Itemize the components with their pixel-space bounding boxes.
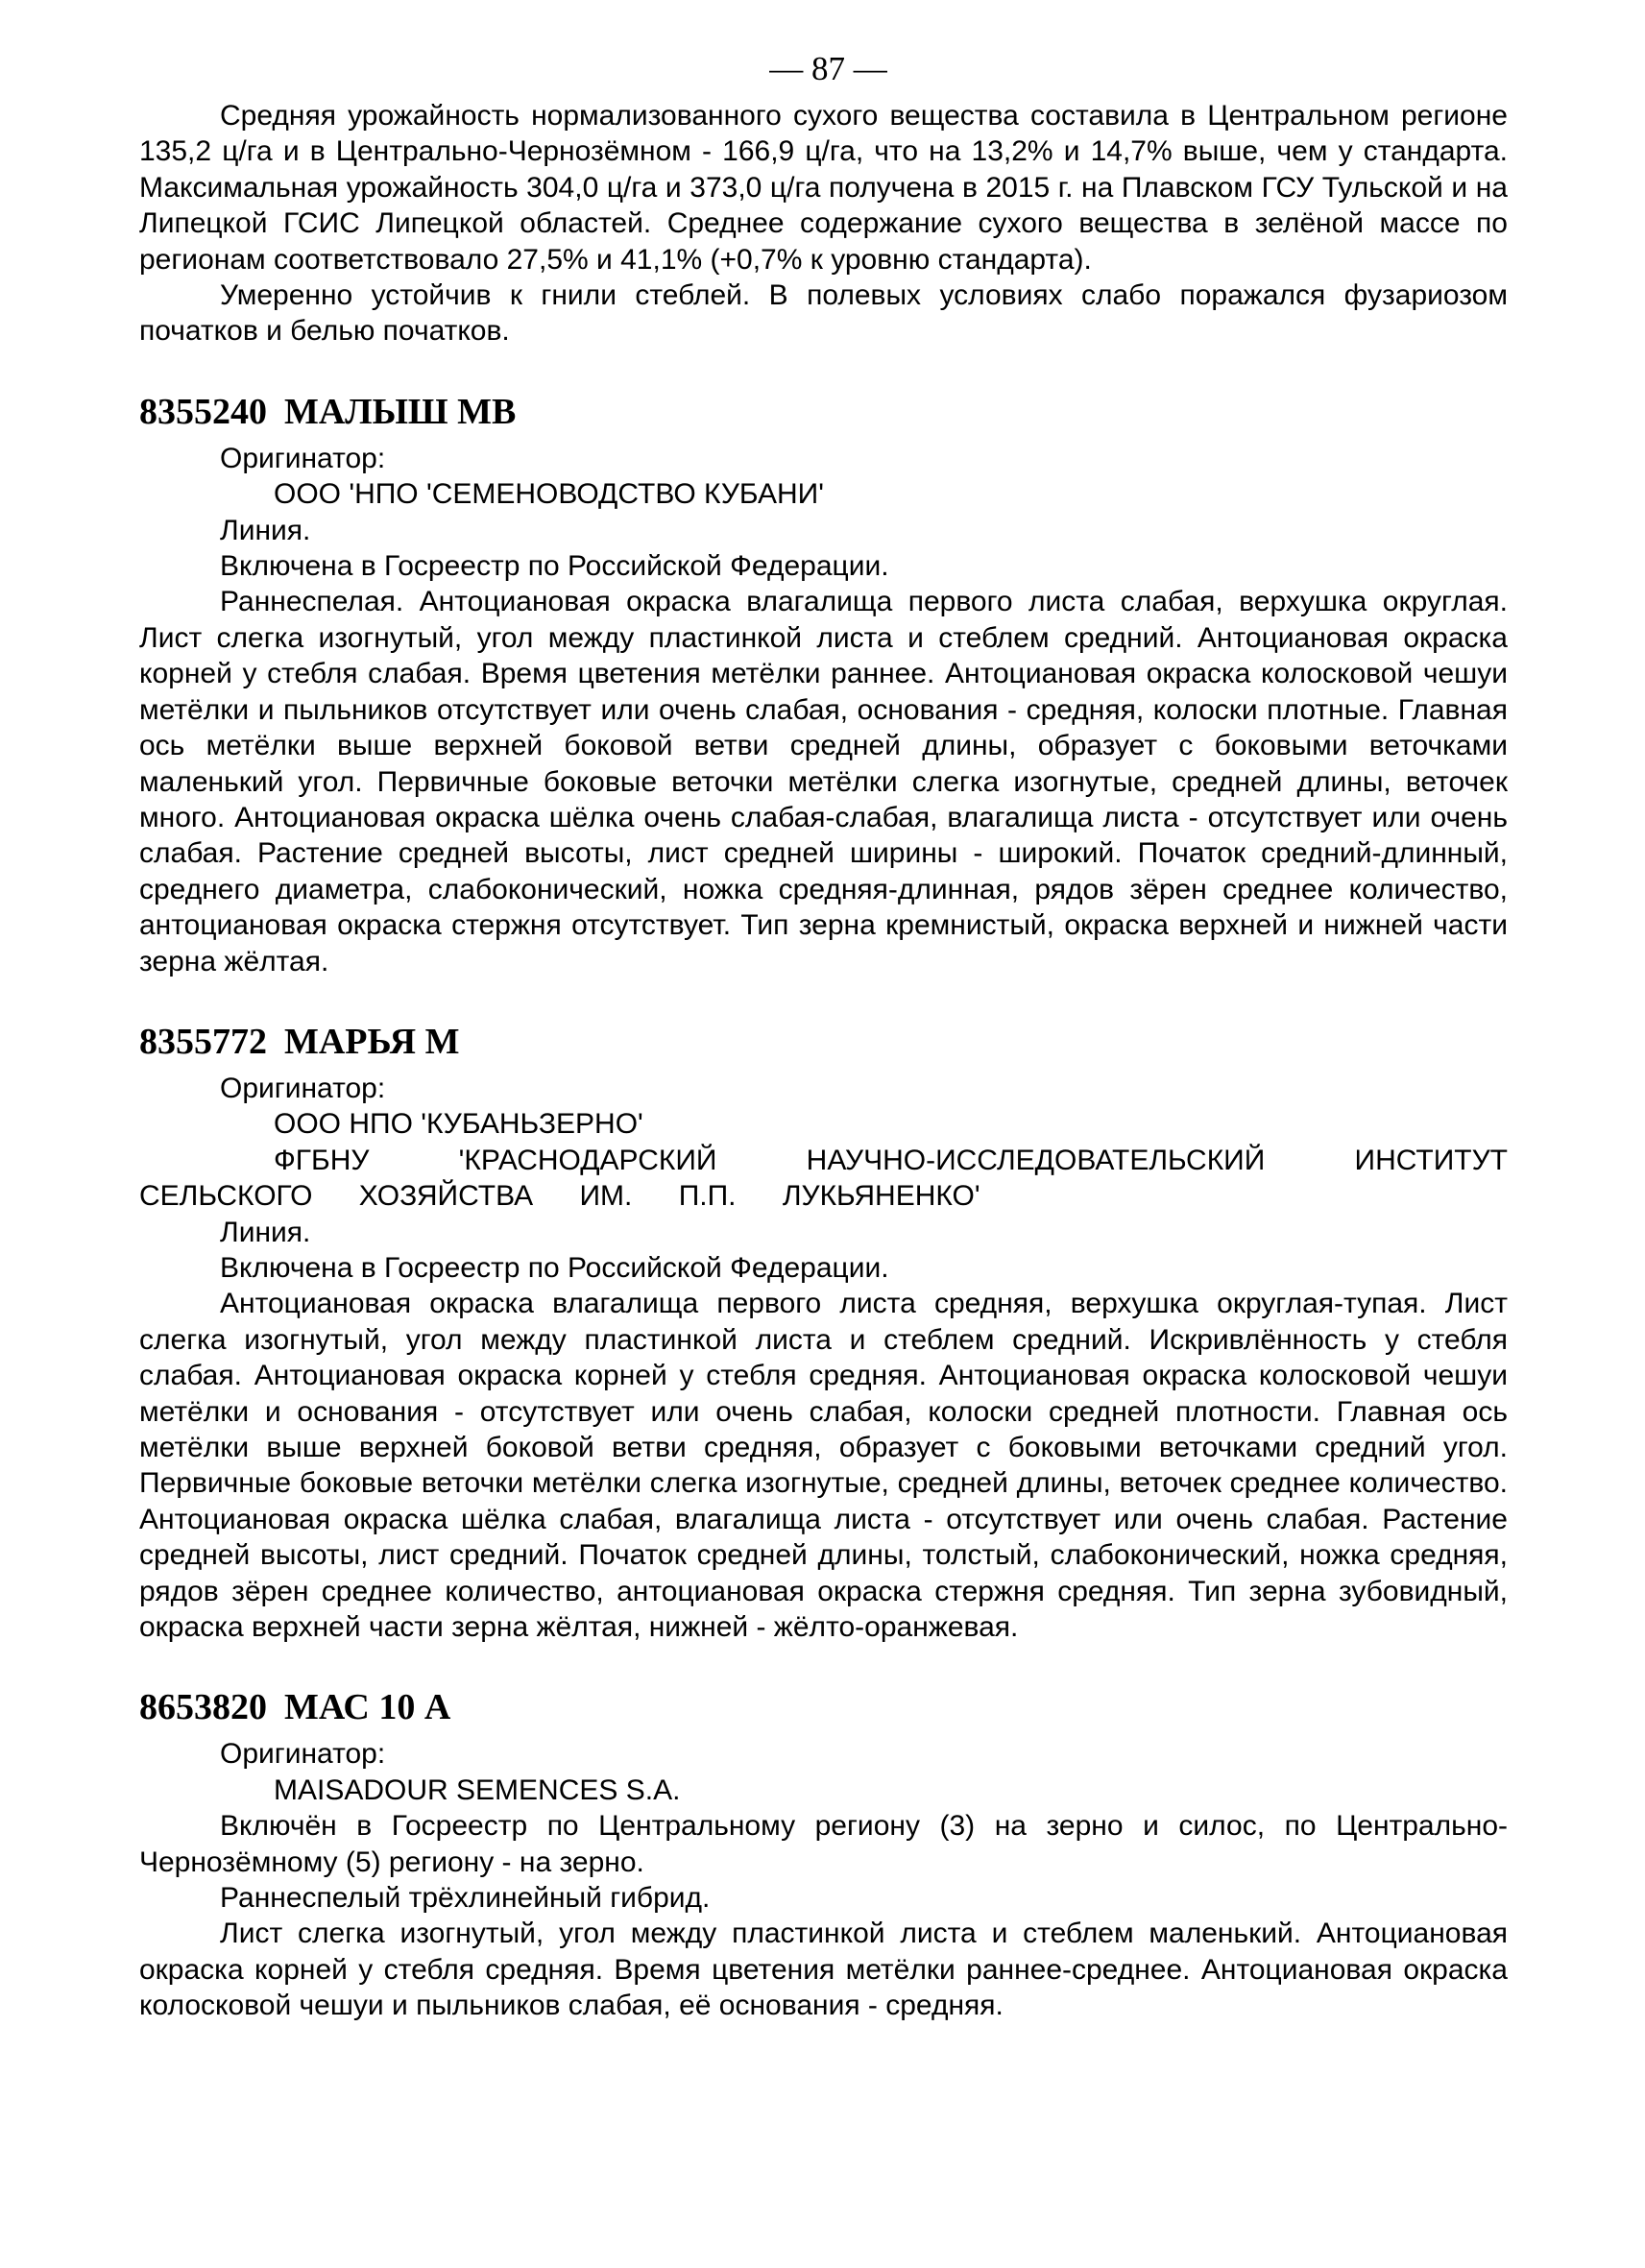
entry-description: Раннеспелая. Антоциановая окраска влагалища первого листа слабая, верхушка округлая. Лист слегка изогнутый, угол между пластинкой листа и стеблем средний. Антоциановая окраска корней у стебля слабая. Время цветения метёлки раннее. Антоциановая окраска колосковой чешуи метёлки и пыльников отсутствует или очень слабая, основания - средняя, колоски плотные. Главная ось метёлки выше верхней боковой ветви средней длины, образует с боковыми веточками маленький угол. Первичные боковые веточки метёлки слегка изогнутые, средней длины, веточек много. Антоциановая окраска шёлка очень слабая-слабая, влагалища листа - отсутствует или очень слабая. Растение средней высоты, лист средней ширины - широкий. Початок средний-длинный, среднего диаметра, слабоконический, ножка средняя-длинная, рядов зёрен среднее количество, антоциановая окраска стержня отсутствует. Тип зерна кремнистый, окраска верхней и нижней части зерна жёлтая.: [139, 586, 1508, 977]
originator-label: Оригинатор:: [220, 1738, 386, 1771]
entry-description: Лист слегка изогнутый, угол между пластинкой листа и стеблем маленький. Антоциановая окраска корней у стебля средняя. Время цветения метёлки раннее-среднее. Антоциановая окраска колосковой чешуи и пыльников слабая, её основания - средняя.: [139, 1918, 1508, 2022]
entry-heading: [139, 1021, 1508, 1063]
entry-description: Антоциановая окраска влагалища первого листа средняя, верхушка округлая-тупая. Лист слегка изогнутый, угол между пластинкой листа и стеблем средний. Искривлённость у стебля слабая. Антоциановая окраска корней у стебля средняя. Антоциановая окраска колосковой чешуи метёлки и основания - отсутствует или очень слабая, колоски средней плотности. Главная ось метёлки выше верхней боковой ветви средняя, образует с боковыми веточками средний угол. Первичные боковые веточки метёлки слегка изогнутые, средней длины, веточек среднее количество. Антоциановая окраска шёлка слабая, влагалища листа - отсутствует или очень слабая. Растение средней высоты, лист средний. Початок средней длины, толстый, слабоконический, ножка средняя, рядов зёрен среднее количество, антоциановая окраска стержня средняя. Тип зерна зубовидный, окраска верхней части зерна жёлтая, нижней - жёлто-оранжевая.: [139, 1288, 1508, 1644]
entry-heading: [139, 1686, 1508, 1728]
originator-name: ФГБНУ 'КРАСНОДАРСКИЙ НАУЧНО-ИССЛЕДОВАТЕЛЬСКИЙ ИНСТИТУТ СЕЛЬСКОГО ХОЗЯЙСТВА ИМ. П.П. ЛУКЬЯНЕНКО': [139, 1144, 1508, 1213]
originator-name: MAISADOUR SEMENCES S.A.: [274, 1773, 681, 1806]
entry-code: 8653820: [139, 1687, 267, 1728]
originator-label: Оригинатор:: [220, 1072, 386, 1104]
registry-status: Включена в Госреестр по Российской Федерации.: [220, 550, 889, 583]
originator-name: ООО 'НПО 'СЕМЕНОВОДСТВО КУБАНИ': [274, 478, 824, 511]
entry-type: Линия.: [220, 514, 311, 546]
entry-malysh-mv: [139, 391, 1508, 979]
entry-name: МАЛЫШ МВ: [284, 391, 517, 432]
entry-name: МАРЬЯ М: [284, 1021, 460, 1062]
entry-heading: [139, 391, 1508, 433]
originator-name: ООО НПО 'КУБАНЬЗЕРНО': [274, 1108, 643, 1141]
intro-paragraph-2: Умеренно устойчив к гнили стеблей. В полевых условиях слабо поражался фузариозом початков и белью початков.: [139, 279, 1508, 348]
entry-code: 8355240: [139, 391, 267, 432]
entry-name: МАС 10 А: [284, 1687, 451, 1728]
entry-code: 8355772: [139, 1021, 267, 1062]
intro-paragraph-1: Средняя урожайность нормализованного сухого вещества составила в Центральном регионе 135,2 ц/га и в Центрально-Чернозёмном - 166,9 ц/га, что на 13,2% и 14,7% выше, чем у стандарта. Максимальная урожайность 304,0 ц/га и 373,0 ц/га получена в 2015 г. на Плавском ГСУ Тульской и на Липецкой ГСИС Липецкой областей. Среднее содержание сухого вещества в зелёной массе по регионам соответствовало 27,5% и 41,1% (+0,7% к уровню стандарта).: [139, 100, 1508, 276]
entry-type: Линия.: [220, 1216, 311, 1248]
document-page: [139, 48, 1508, 2024]
page-number: — 87 —: [769, 50, 887, 87]
registry-status: Включён в Госреестр по Центральному региону (3) на зерно и силос, по Центрально-Чернозёмному (5) региону - на зерно.: [139, 1810, 1508, 1878]
entry-marya-m: [139, 1021, 1508, 1646]
entry-type: Раннеспелый трёхлинейный гибрид.: [220, 1882, 711, 1915]
registry-status: Включена в Госреестр по Российской Федерации.: [220, 1251, 889, 1284]
entry-mac-10-a: [139, 1686, 1508, 2023]
originator-label: Оригинатор:: [220, 442, 386, 474]
